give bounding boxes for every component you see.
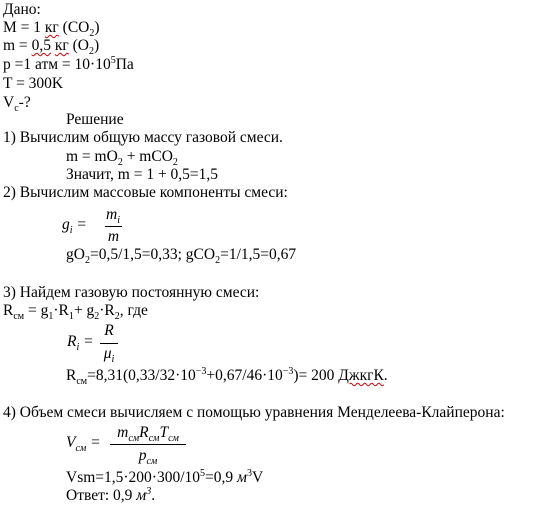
fraction-bar (100, 343, 118, 344)
mendeleev-clapeyron-formula: $V_{см}$ = $m_{см}R_{см}T_{см}$ $p_{см}$ (66, 422, 196, 466)
fraction-bar (105, 226, 122, 227)
mass-fraction-formula: $g_i$ = $m_i$ m (62, 204, 142, 246)
step4-calculation: $Vsm=1,5\cdot 200\cdot 300/10^5=0,9$ $м^3V$ (66, 467, 264, 486)
given-mass-o2: m = 0,5 кг $(O_2)$ (3, 37, 100, 58)
step1-result: Значит, m = 1 + 0,5=1,5 (66, 166, 219, 183)
given-temperature: T = 300K (3, 75, 64, 92)
step3-equation: $R_{см} = g_1\cdot R_1+ g_2\cdot R_2$, где (3, 302, 148, 323)
step4-text: 4) Объем смеси вычисляем с помощью уравнения Менделеева-Клайперона: (3, 404, 505, 421)
step1-equation: $m = mO_2 + mCO_2$ (66, 148, 178, 169)
gas-constant-formula: $R_i$ = R $\mu_i$ (67, 320, 147, 364)
step1-text: 1) Вычислим общую массу газовой смеси. (3, 129, 283, 146)
given-mass-co2: M = 1 кг $(CO_2)$ (3, 19, 100, 40)
given-title: Дано: (3, 1, 41, 18)
step3-text: 3) Найдем газовую постоянную смеси: (3, 284, 260, 301)
given-unknown-volume: $V_c-$? (3, 94, 31, 115)
step2-text: 2) Вычислим массовые компоненты смеси: (3, 184, 288, 201)
step2-values: $gO_2=0,5/1,5=0,33$; gCO$_2$=1/1,5=0,67 (66, 246, 297, 267)
answer: Ответ: 0,9 $м^3$. (66, 485, 156, 504)
solution-heading: Решение (66, 111, 124, 128)
step3-calculation: $R_{см}=8,31(0,33/32\cdot 10^{-3}+0,67/46\cdot 10^{-3})= 200$ ДжкгК. (66, 365, 388, 388)
given-pressure: p =1 атм = $10\cdot 10^5Па$ (3, 54, 134, 73)
fraction-bar (110, 444, 186, 445)
